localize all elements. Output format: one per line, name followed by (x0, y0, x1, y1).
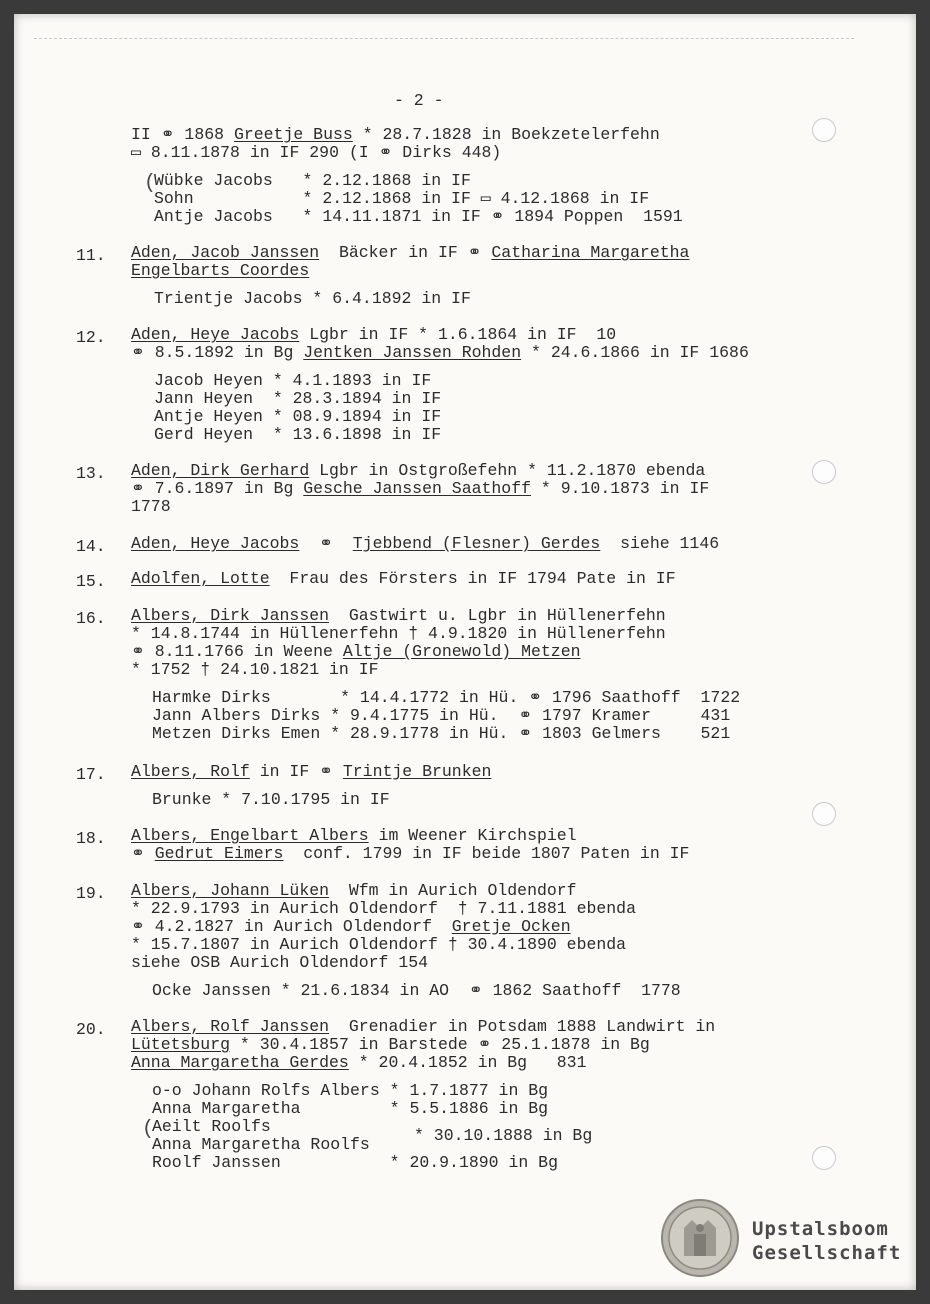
entry-number: 12. (76, 328, 106, 347)
text-line: ▭ 8.11.1878 in IF 290 (I ⚭ Dirks 448) (131, 143, 502, 162)
child-line: Jacob Heyen * 4.1.1893 in IF (154, 371, 432, 390)
entry-head: Albers, Rolf in IF ⚭ Trintje Brunken (131, 762, 492, 781)
page-number: - 2 - (394, 91, 444, 110)
child-line: Jann Albers Dirks * 9.4.1775 in Hü. ⚭ 1797 Kramer 431 (152, 706, 731, 725)
entry-head: Aden, Jacob Janssen Bäcker in IF ⚭ Catharina Margaretha (131, 243, 690, 262)
text-line: Lütetsburg * 30.4.1857 in Barstede ⚭ 25.1.1878 in Bg (131, 1035, 650, 1054)
child-line: o-o Johann Rolfs Albers * 1.7.1877 in Bg (152, 1081, 549, 1100)
child-line: Antje Heyen * 08.9.1894 in IF (154, 407, 442, 426)
text-line: 1778 (131, 497, 171, 516)
text-line: Engelbarts Coordes (131, 261, 310, 280)
entry-number: 19. (76, 884, 106, 903)
child-line: Aeilt Roolfs (152, 1117, 271, 1136)
text-line: * 15.7.1807 in Aurich Oldendorf † 30.4.1890 ebenda (131, 935, 627, 954)
text-line: ⚭ 8.11.1766 in Weene Altje (Gronewold) Metzen (131, 642, 581, 661)
entry-number: 11. (76, 246, 106, 265)
text-line: ⚭ 7.6.1897 in Bg Gesche Janssen Saathoff * 9.10.1873 in IF (131, 479, 710, 498)
top-border-line (34, 38, 854, 39)
child-line: Ocke Janssen * 21.6.1834 in AO ⚭ 1862 Saathoff 1778 (152, 981, 681, 1000)
entry-number: 15. (76, 572, 106, 591)
entry-head: Albers, Johann Lüken Wfm in Aurich Oldendorf (131, 881, 577, 900)
child-line: Roolf Janssen * 20.9.1890 in Bg (152, 1153, 558, 1172)
entry-number: 14. (76, 537, 106, 556)
child-line: Sohn * 2.12.1868 in IF ▭ 4.12.1868 in IF (154, 189, 650, 208)
twin-brace: ( (144, 172, 157, 195)
text-line: ⚭ Gedrut Eimers conf. 1799 in IF beide 1807 Paten in IF (131, 844, 690, 863)
brand-name-line2: Gesellschaft (752, 1242, 902, 1264)
entry-head: Aden, Heye Jacobs Lgbr in IF * 1.6.1864 in IF 10 (131, 325, 617, 344)
entry-head: Albers, Dirk Janssen Gastwirt u. Lgbr in Hüllenerfehn (131, 606, 666, 625)
child-line: Wübke Jacobs * 2.12.1868 in IF (154, 171, 471, 190)
entry-head: Aden, Heye Jacobs ⚭ Tjebbend (Flesner) Gerdes siehe 1146 (131, 534, 720, 553)
child-line: Harmke Dirks * 14.4.1772 in Hü. ⚭ 1796 Saathoff 1722 (152, 688, 741, 707)
entry-head: Albers, Rolf Janssen Grenadier in Potsdam 1888 Landwirt in (131, 1017, 716, 1036)
child-line: Jann Heyen * 28.3.1894 in IF (154, 389, 442, 408)
entry-number: 20. (76, 1020, 106, 1039)
text-line: siehe OSB Aurich Oldendorf 154 (131, 953, 429, 972)
child-line: Anna Margaretha Roolfs (152, 1135, 370, 1154)
document-page (14, 14, 916, 1290)
text-line: ⚭ 8.5.1892 in Bg Jentken Janssen Rohden * 24.6.1866 in IF 1686 (131, 343, 749, 362)
child-line: Antje Jacobs * 14.11.1871 in IF ⚭ 1894 Poppen 1591 (154, 207, 683, 226)
entry-number: 17. (76, 765, 106, 784)
text-line: II ⚭ 1868 Greetje Buss * 28.7.1828 in Boekzetelerfehn (131, 125, 660, 144)
punch-hole (812, 460, 836, 484)
punch-hole (812, 118, 836, 142)
text-line: * 22.9.1793 in Aurich Oldendorf † 7.11.1881 ebenda (131, 899, 636, 918)
entry-head: Albers, Engelbart Albers im Weener Kirchspiel (131, 826, 577, 845)
child-line: Brunke * 7.10.1795 in IF (152, 790, 390, 809)
entry-number: 13. (76, 464, 106, 483)
text-line: * 14.8.1744 in Hüllenerfehn † 4.9.1820 in Hüllenerfehn (131, 624, 666, 643)
punch-hole (812, 802, 836, 826)
entry-number: 16. (76, 609, 106, 628)
text-line: ⚭ 4.2.1827 in Aurich Oldendorf Gretje Ocken (131, 917, 571, 936)
child-line: Trientje Jacobs * 6.4.1892 in IF (154, 289, 471, 308)
punch-hole (812, 1146, 836, 1170)
twin-brace: ( (142, 1118, 155, 1141)
text-line: * 1752 † 24.10.1821 in IF (131, 660, 379, 679)
entry-head: Aden, Dirk Gerhard Lgbr in Ostgroßefehn * 11.2.1870 ebenda (131, 461, 706, 480)
entry-number: 18. (76, 829, 106, 848)
child-line: Metzen Dirks Emen * 28.9.1778 in Hü. ⚭ 1803 Gelmers 521 (152, 724, 731, 743)
child-line: Anna Margaretha * 5.5.1886 in Bg (152, 1099, 549, 1118)
child-line: * 30.10.1888 in Bg (414, 1126, 593, 1145)
upstalsboom-seal-logo (660, 1198, 740, 1278)
text-line: Anna Margaretha Gerdes * 20.4.1852 in Bg 831 (131, 1053, 587, 1072)
child-line: Gerd Heyen * 13.6.1898 in IF (154, 425, 442, 444)
brand-name-line1: Upstalsboom (752, 1218, 889, 1240)
entry-head: Adolfen, Lotte Frau des Försters in IF 1794 Pate in IF (131, 569, 676, 588)
